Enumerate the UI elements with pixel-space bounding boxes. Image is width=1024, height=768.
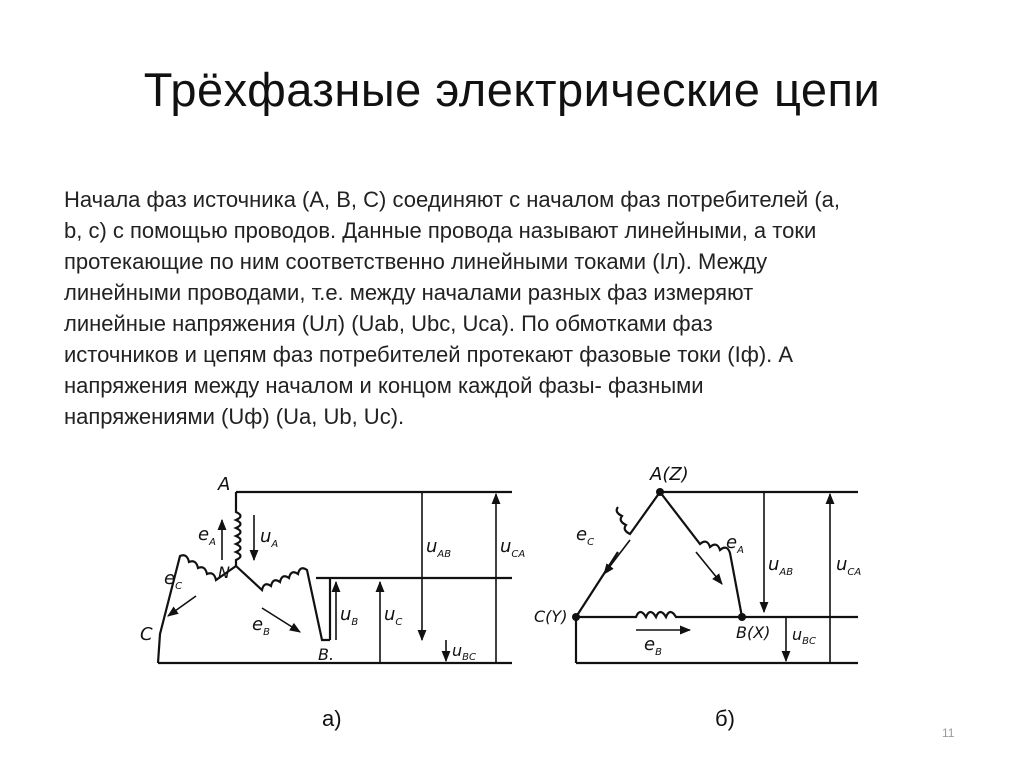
slide-title: Трёхфазные электрические цепи — [143, 63, 881, 116]
body-line: линейные напряжения (Uл) (Uab, Ubc, Uca). По обмотками фаз — [64, 311, 713, 336]
node-c-dot — [572, 613, 580, 621]
label-node-b: B. — [318, 645, 335, 664]
label-u-ab: $u_{AB}$ — [768, 554, 794, 578]
arrow-e-c — [604, 540, 630, 574]
label-e-c: $e_C$ — [576, 524, 595, 548]
node-b-dot — [738, 613, 746, 621]
label-node-c: C — [140, 624, 153, 645]
label-e-a: $e_A$ — [198, 524, 216, 548]
coil-a — [660, 492, 742, 617]
body-line: линейными проводами, т.е. между началами разных фаз измеряют — [64, 280, 754, 305]
body-line: протекающие по ним соответственно линейными токами (Iл). Между — [64, 249, 768, 274]
label-node-b: B(X) — [736, 623, 771, 642]
label-e-b: $e_B$ — [644, 634, 662, 658]
coil-b — [576, 612, 742, 617]
caption-b: б) — [715, 706, 735, 731]
slide-number: 11 — [942, 726, 955, 740]
coil-a — [236, 492, 241, 566]
node-a-dot — [656, 488, 664, 496]
caption-a: а) — [322, 706, 342, 731]
label-u-ab: $u_{AB}$ — [426, 536, 452, 560]
label-u-a: $u_A$ — [260, 526, 279, 550]
label-node-a: A(Z) — [650, 464, 689, 485]
coil-b — [236, 566, 330, 640]
star-connection-diagram — [158, 492, 512, 663]
body-line: напряжениями (Uф) (Ua, Ub, Uc). — [64, 404, 405, 429]
body-line: напряжения между началом и концом каждой фазы- фазными — [64, 373, 704, 398]
body-line: b, c) с помощью проводов. Данные провода называют линейными, а токи — [64, 218, 817, 243]
label-u-c: $u_C$ — [384, 604, 403, 628]
label-u-ca: $u_{CA}$ — [500, 536, 526, 560]
arrow-e-a — [696, 552, 722, 584]
label-u-ca: $u_{CA}$ — [836, 554, 862, 578]
label-e-b: $e_B$ — [252, 614, 270, 638]
label-node-c: C(Y) — [534, 607, 568, 626]
label-node-n: N — [218, 563, 230, 582]
body-line: источников и цепям фаз потребителей протекают фазовые токи (Iф). А — [64, 342, 794, 367]
label-e-c: $e_C$ — [164, 568, 183, 592]
label-u-bc: $u_{BC}$ — [792, 625, 816, 647]
label-u-b: $u_B$ — [340, 604, 359, 628]
label-node-a: A — [218, 474, 231, 495]
label-u-bc: $u_{BC}$ — [452, 641, 476, 663]
body-line: Начала фаз источника (A, B, C) соединяют с началом фаз потребителей (a, — [64, 187, 841, 212]
arrow-e-c — [168, 596, 196, 616]
label-e-a: $e_A$ — [726, 532, 744, 556]
